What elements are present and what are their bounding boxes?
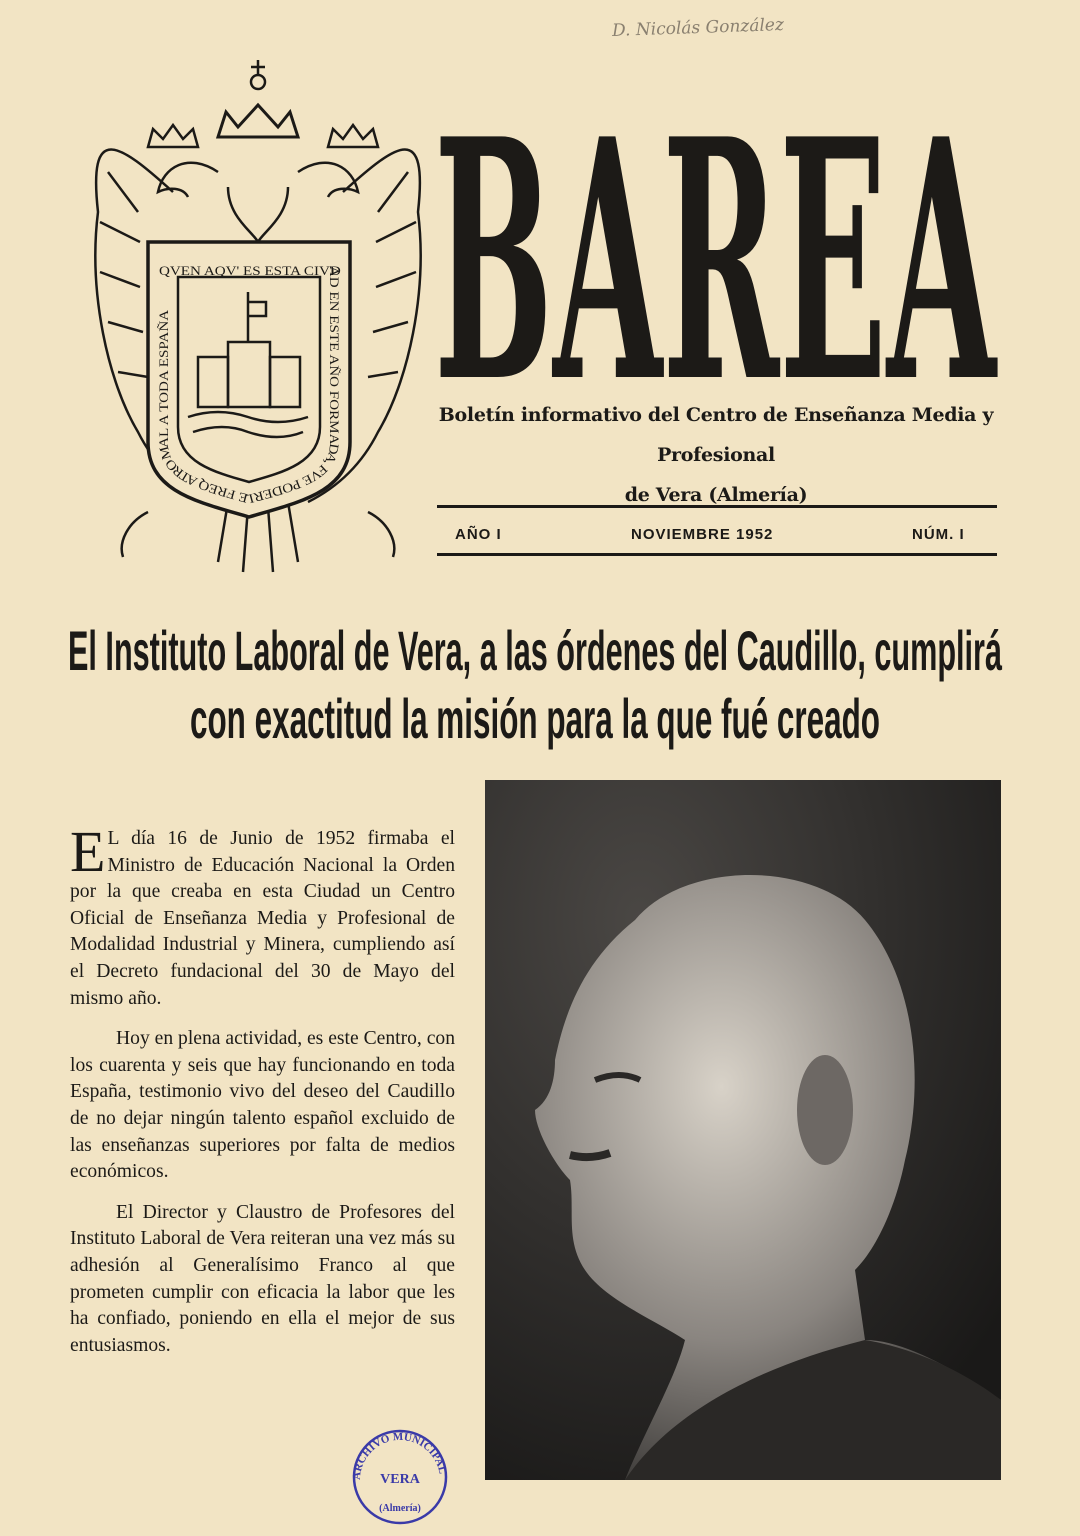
archive-stamp (345, 1425, 455, 1525)
subtitle-line-2: de Vera (Almería) (624, 484, 808, 506)
masthead-subtitle (432, 395, 1000, 515)
subtitle-line-1: Boletín informativo del Centro de Enseñanza Media y Profesional (438, 404, 994, 466)
issue-year: AÑO I (455, 526, 502, 543)
issue-number: NÚM. I (912, 526, 965, 543)
article-paragraph-2: Hoy en plena actividad, es este Centro, con los cuarenta y seis que hay funcionando en toda España, testimonio vivo del deseo del Caudillo de no dejar ningún talento español excluido de las enseñanzas superiores por falta de medios económicos. (70, 1028, 455, 1183)
divider-top (437, 505, 997, 508)
article-paragraph-1: E L día 16 de Junio de 1952 firmaba el Ministro de Educación Nacional la Orden por la que creaba en esta Ciudad un Centro Oficial de Enseñanza Media y Profesional de Modalidad Industrial y Minera, cumpliendo así el Decreto fundacional del 30 de Mayo del mismo año. (70, 819, 455, 1009)
svg-text:(Almería): (Almería) (379, 1503, 421, 1514)
article-body (70, 819, 455, 1373)
masthead-title (430, 92, 1000, 392)
divider-bottom (437, 553, 997, 556)
headline-line-2: con exactitud la misión para la que fué creado (190, 687, 880, 750)
headline-line-1: El Instituto Laboral de Vera, a las órdenes del Caudillo, cumplirá (68, 619, 1003, 682)
portrait-photo (485, 780, 1001, 1480)
issue-date: NOVIEMBRE 1952 (631, 526, 774, 543)
handwritten-note: D. Nicolás González (611, 15, 785, 41)
svg-text:VERA: VERA (380, 1472, 420, 1487)
article-paragraph-3: El Director y Claustro de Profesores del Instituto Laboral de Vera reiteran una vez más su adhesión al Generalísimo Franco al que prometen cumplir con eficacia la labor que les ha confiado, poniendo en ella el mejor de sus entusiasmos. (70, 1201, 455, 1356)
headline (66, 610, 1006, 750)
coat-of-arms-emblem (78, 52, 438, 592)
svg-text:ARCHIVO MUNICIPAL: ARCHIVO MUNICIPAL (350, 1430, 449, 1481)
drop-cap: E (70, 819, 106, 884)
svg-text:BAREA: BAREA (434, 92, 999, 392)
coat-of-arms-border-text: QVEN AQV' ES ESTA CIVDAD EN ESTE AÑO FORMADA, FVE PODERLE FREQ ATRO MAL A TODA ESPAÑA (155, 263, 343, 508)
